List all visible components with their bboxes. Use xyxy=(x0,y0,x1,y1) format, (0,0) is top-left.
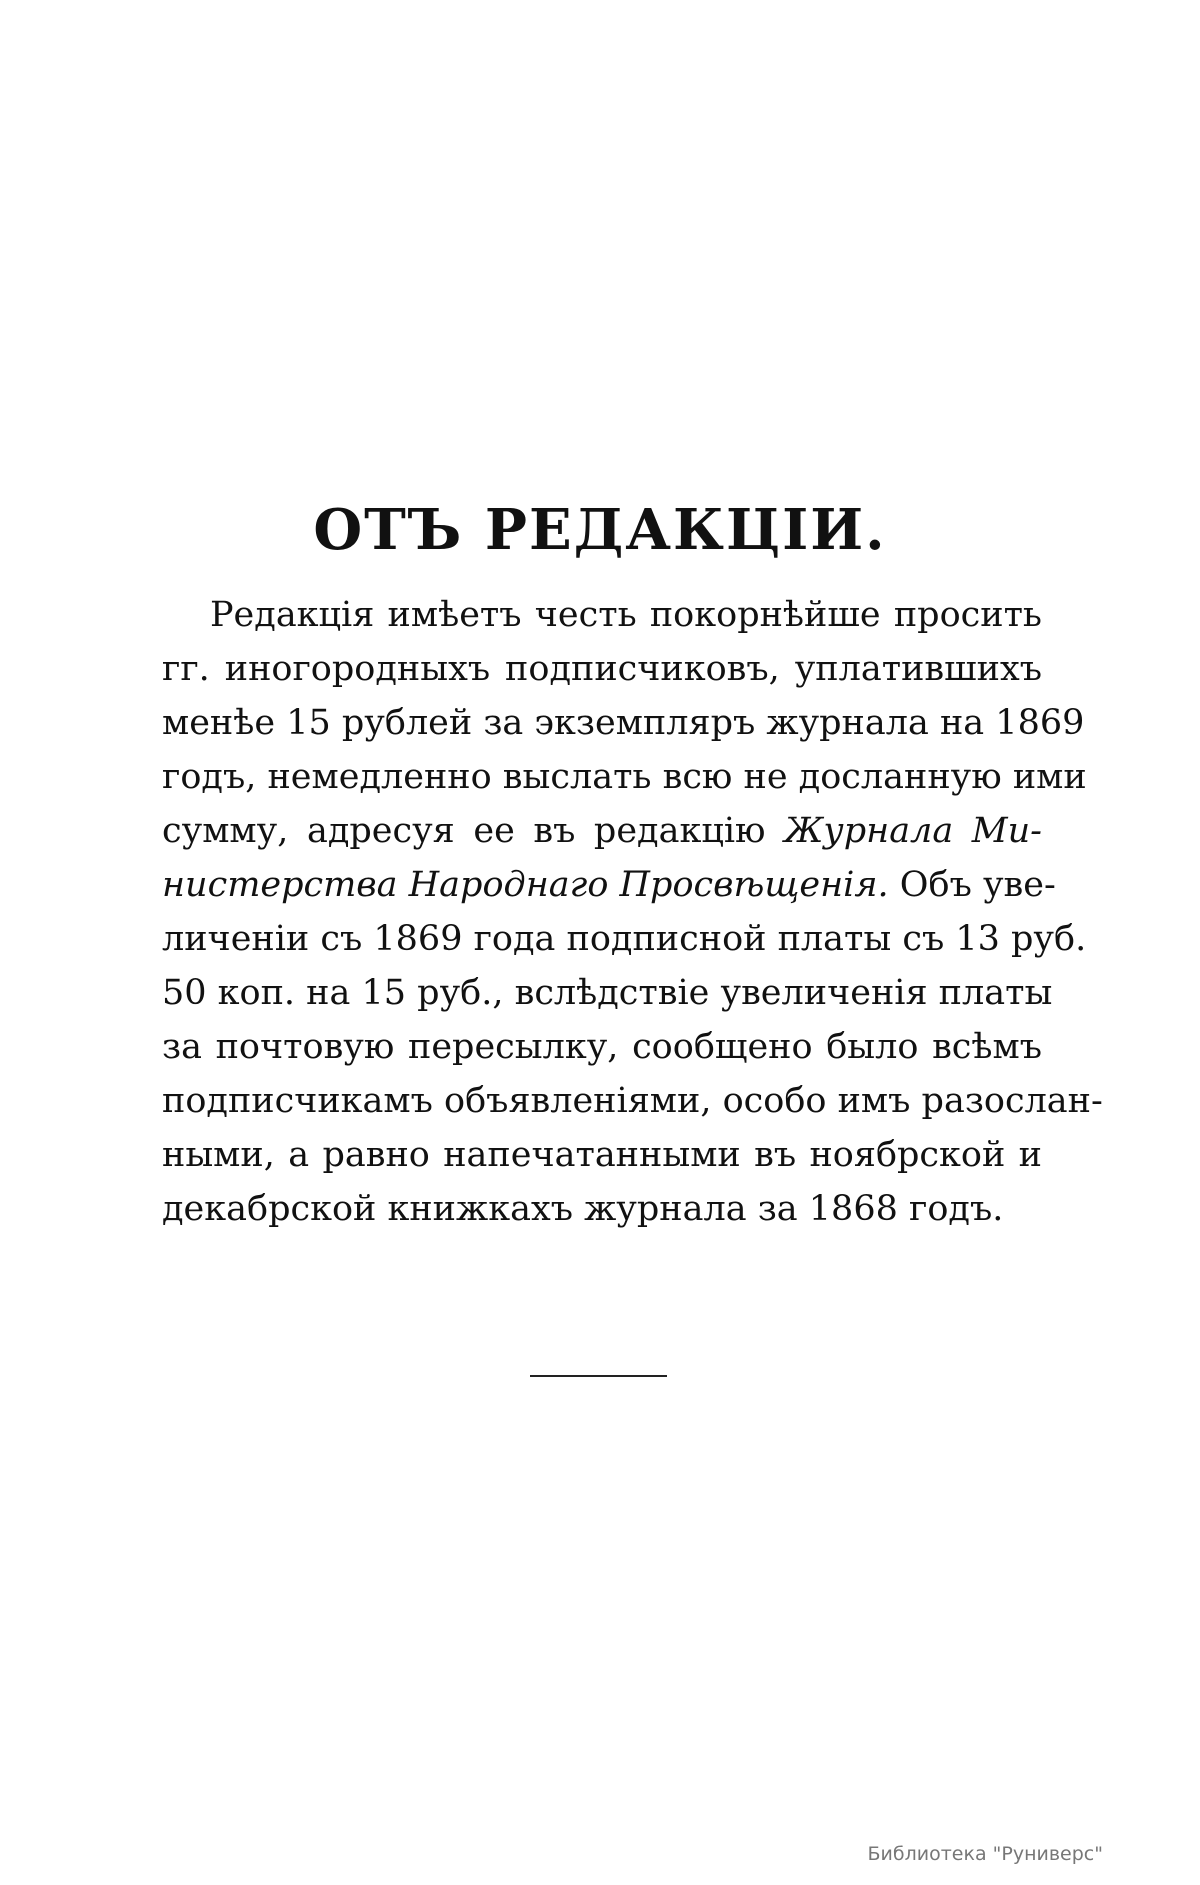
text-line: декабрской книжкахъ журнала за 1868 годъ. xyxy=(162,1189,1004,1229)
text-line: Редакція имѣетъ честь покорнѣйше просить xyxy=(210,595,1042,635)
page-title: ОТЪ РЕДАКЦІИ. xyxy=(313,497,887,563)
text-segment: сумму, адресуя ее въ редакцію xyxy=(162,811,785,851)
journal-title-italic: нистерства Народнаго Просвѣщенія. xyxy=(162,865,889,905)
text-line: менѣе 15 рублей за экземпляръ журнала на 1869 xyxy=(162,703,1085,743)
text-line: подписчикамъ объявленіями, особо имъ разослан- xyxy=(162,1081,1103,1121)
text-segment: Объ уве- xyxy=(888,865,1056,905)
text-line: годъ, немедленно выслать всю не досланную ими xyxy=(162,757,1087,797)
library-watermark: Библиотека "Руниверс" xyxy=(867,1843,1103,1865)
text-line xyxy=(162,858,1056,912)
text-line: 50 коп. на 15 руб., вслѣдствіе увеличенія платы xyxy=(162,973,1053,1013)
text-line: личеніи съ 1869 года подписной платы съ 13 руб. xyxy=(162,919,1087,959)
text-line: за почтовую пересылку, сообщено было всѣмъ xyxy=(162,1027,1042,1067)
section-divider xyxy=(530,1375,667,1377)
journal-title-italic: Журнала Ми- xyxy=(784,811,1043,851)
text-line: ными, а равно напечатанными въ ноябрской и xyxy=(162,1135,1042,1175)
text-line xyxy=(162,804,1042,858)
body-paragraph xyxy=(162,588,1103,1236)
text-line: гг. иногородныхъ подписчиковъ, уплатившихъ xyxy=(162,649,1042,689)
